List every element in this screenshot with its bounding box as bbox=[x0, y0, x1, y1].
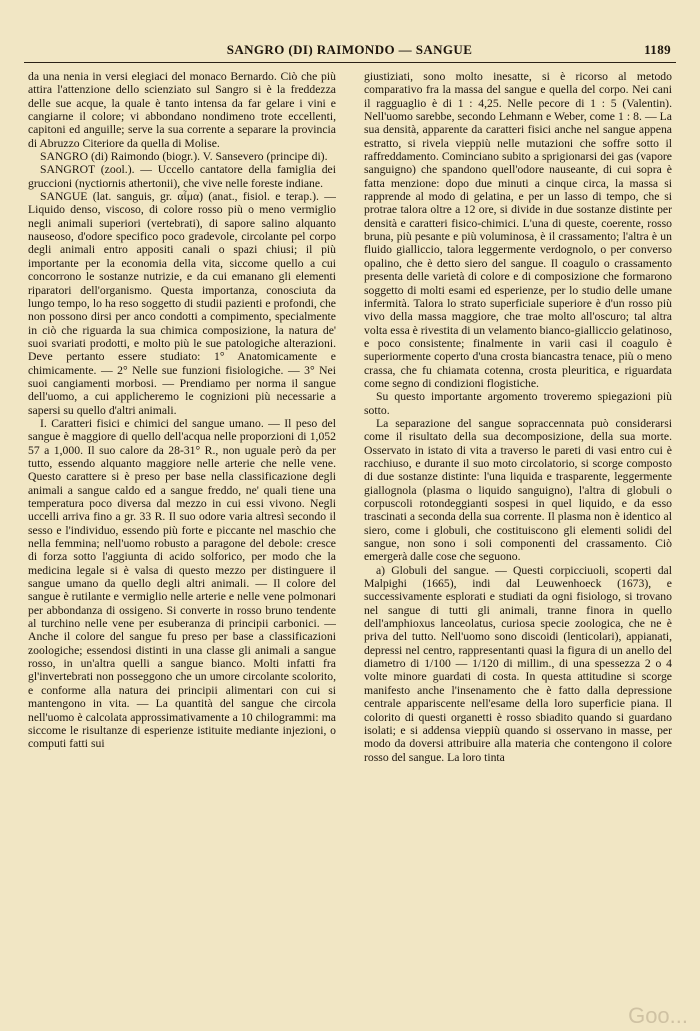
paragraph: SANGUE (lat. sanguis, gr. αἷμα) (anat., fisiol. e terap.). — Liquido denso, viscoso, di colore rosso più o meno vermiglio negli animali superiori (vertebrati), di sapore salino alquanto nauseoso, d'odore specifico poco gradevole, circolante pel corpo degli animali entro appositi canali o spazi chiusi; il più importante per la economia della vita, siccome quello a cui concorrono le sostanze nutrizie, e da cui emanano gli elementi riparatori dell'organismo. Questa importanza, conosciuta da lungo tempo, lo ha reso soggetto di studii pazienti e profondi, che non possono dirsi per anco condotti a compimento, specialmente in ciò che riguarda la sua chimica composizione, la natura de' suoi svariati prodotti, e molto più le sue patologiche alterazioni. Deve pertanto essere studiato: 1° Anatomicamente e chimicamente. — 2° Nelle sue funzioni fisiologiche. — 3° Nei suoi cangiamenti morbosi. — Prendiamo per norma il sangue dell'uomo, a cui applicheremo le cognizioni più necessarie a sapersi su quello d'altri animali. bbox=[28, 190, 336, 417]
paragraph: Su questo importante argomento troveremo spiegazioni più sotto. bbox=[364, 390, 672, 417]
paragraph: La separazione del sangue sopraccennata può considerarsi come il risultato della sua decomposizione, della sua morte. Osservato in istato di vita a traverso le pareti di vasi entro cui è racchiuso, e durante il suo moto circolatorio, si scorge composto di due sostanze distinte: l'una liquida e trasparente, leggermente giallognola (plasma o liquido sanguigno), l'altra di globuli o corpuscoli rotondeggianti sospesi in quel liquido, e da esso trascinati a seconda della sua corrente. Il plasma non è identico al siero, come i globuli, che costituiscono gli elementi solidi del sangue, non sono i soli componenti del crassamento. Ciò emergerà dalle cose che seguono. bbox=[364, 416, 672, 564]
paragraph: a) Globuli del sangue. — Questi corpicciuoli, scoperti dal Malpighi (1665), indi dal Leuwenhoeck (1673), e successivamente esplorati e studiati da ogni fisiologo, si trovano nel sangue di tutti gli animali, tranne finora in quello dell'amphioxus lanceolatus, curiosa specie zoologica, che ne è priva del tutto. Nell'uomo sono discoidi (lenticolari), appianati, depressi nel centro, rappresentanti quasi la figura di un anello del diametro di 1/100 — 1/120 di millim., di una spessezza 2 o 4 volte minore guardati di costa. In questa attitudine si scorge manifesto anche l'insenamento che è fatto dalla depressione centrale appariscente nell'esame della loro superficie piana. Il colorito di questi organetti è rosso sbiadito quando si guardano isolati; e si addensa vieppiù quando si osservano in masse, per modo da doversi attribuire alla materia che contengono il colore rosso del sangue. La loro tinta bbox=[364, 563, 672, 764]
page-number: 1189 bbox=[644, 42, 671, 57]
right-column bbox=[364, 70, 672, 1022]
running-title: SANGRO (DI) RAIMONDO — SANGUE bbox=[226, 42, 473, 57]
running-header bbox=[28, 40, 671, 60]
paragraph: I. Caratteri fisici e chimici del sangue umano. — Il peso del sangue è maggiore di quello dell'acqua nelle proporzioni di 1,052 57 a 1,000. Il suo calore da 28-31° R., non uguale però da per tutto, essendo alquanto maggiore nelle arterie che nelle vene. Questo carattere si è preso per base nella classificazione degli animali a sangue caldo ed a sangue freddo, ne' quali tiene una temperatura poco diversa dal mezzo in cui essi vivono. Negli uccelli arriva fino a gr. 33 R. Il suo odore varia altresì secondo il sesso e l'individuo, essendo più forte e piccante nel maschio che nella femmina; nell'uomo robusto a paragone del debole: cresce di forza sotto l'aggiunta di acido solforico, per modo che la medicina legale si è valsa di questo mezzo per distinguere il sangue umano da quello degli altri animali. — Il colore del sangue è rutilante e vermiglio nelle arterie e nelle vene polmonari per abbondanza di ossigeno. Si converte in rosso bruno tendente al turchino nelle vene per esuberanza di principii carbonici. — Anche il colore del sangue fu preso per base a classificazioni zoologiche; essendosi distinti in una classe gli animali a sangue rosso, in un'altra quelli a sangue bianco. Molti infatti fra gl'invertebrati non posseggono che un umore circolante scolorito, e conforme alla natura dei principii alimentari con cui si mantengono in vita. — La quantità del sangue che circola nell'uomo è calcolata approssimativamente a 10 chilogrammi: ma siccome le risultanze di esperienze istituite mediante injezioni, o computi fatti sui bbox=[28, 416, 336, 751]
left-column bbox=[28, 70, 336, 1022]
paragraph: SANGRO (di) Raimondo (biogr.). V. Sansevero (principe di). bbox=[40, 150, 328, 164]
watermark: Goo... bbox=[628, 1003, 688, 1028]
header-rule bbox=[24, 62, 676, 63]
paragraph: SANGROT (zool.). — Uccello cantatore della famiglia dei gruccioni (nyctiornis athertonii), che vive nelle foreste indiane. bbox=[28, 163, 336, 190]
paragraph: giustiziati, sono molto inesatte, si è ricorso al metodo comparativo fra la massa del sangue e quella del corpo. Nei cani il ragguaglio è di 1 : 4,25. Nelle pecore di 1 : 5 (Valentin). Nell'uomo sarebbe, secondo Lehmann e Weber, come 1 : 8. — La sua densità, apparente da caratteri fisici anche nel sangue appena estratto, si rivela vieppiù nelle mutazioni che soffre sotto il raffreddamento. Cominciano subito a sprigionarsi dei gas (vapore sanguigno) che spandono quell'odore nauseante, di cui sopra è fatta menzione: dopo due minuti a cinque circa, la massa si rapprende al modo di gelatina, e per un lasso di tempo, che si protrae talora oltre a 12 ore, si divide in due sostanze distinte per densità e caratteri fisico-chimici. L'una di queste, coerente, rosso bruna, più pesante e più voluminosa, è il crassamento; l'altra è un fluido gialliccio, talora leggermente verdognolo, o per converso opalino, che è detto siero del sangue. Il coagulo o crassamento presenta delle varietà di colore e di composizione che formarono soggetto di molti esami ed esperienze, per lo studio delle umane infermità. Talora lo strato superficiale superiore è d'un rosso più vivo della massa maggiore, che trae molto all'oscuro; tal altra volta essa è rivestita di un velamento bianco-gialliccio gelatinoso, e poco consistente; finalmente in varii casi il coagulo è superiormente coperto d'una crosta biancastra tenace, più o meno crassa, che fu chiamata cotenna, crosta pleuritica, e riguardata come segno di condizioni flogistiche. bbox=[364, 70, 672, 390]
paragraph: da una nenia in versi elegiaci del monaco Bernardo. Ciò che più attira l'attenzione dello scienziato sul Sangro si è la freddezza delle sue acque, la quale è tanto intensa da far gelare i vini e cangiarne il colore; vi abbondano nondimeno trote eccellenti, capitoni ed anguille; serve la sua corrente a separare la provincia di Abruzzo Citeriore da quella di Molise. bbox=[28, 70, 336, 150]
